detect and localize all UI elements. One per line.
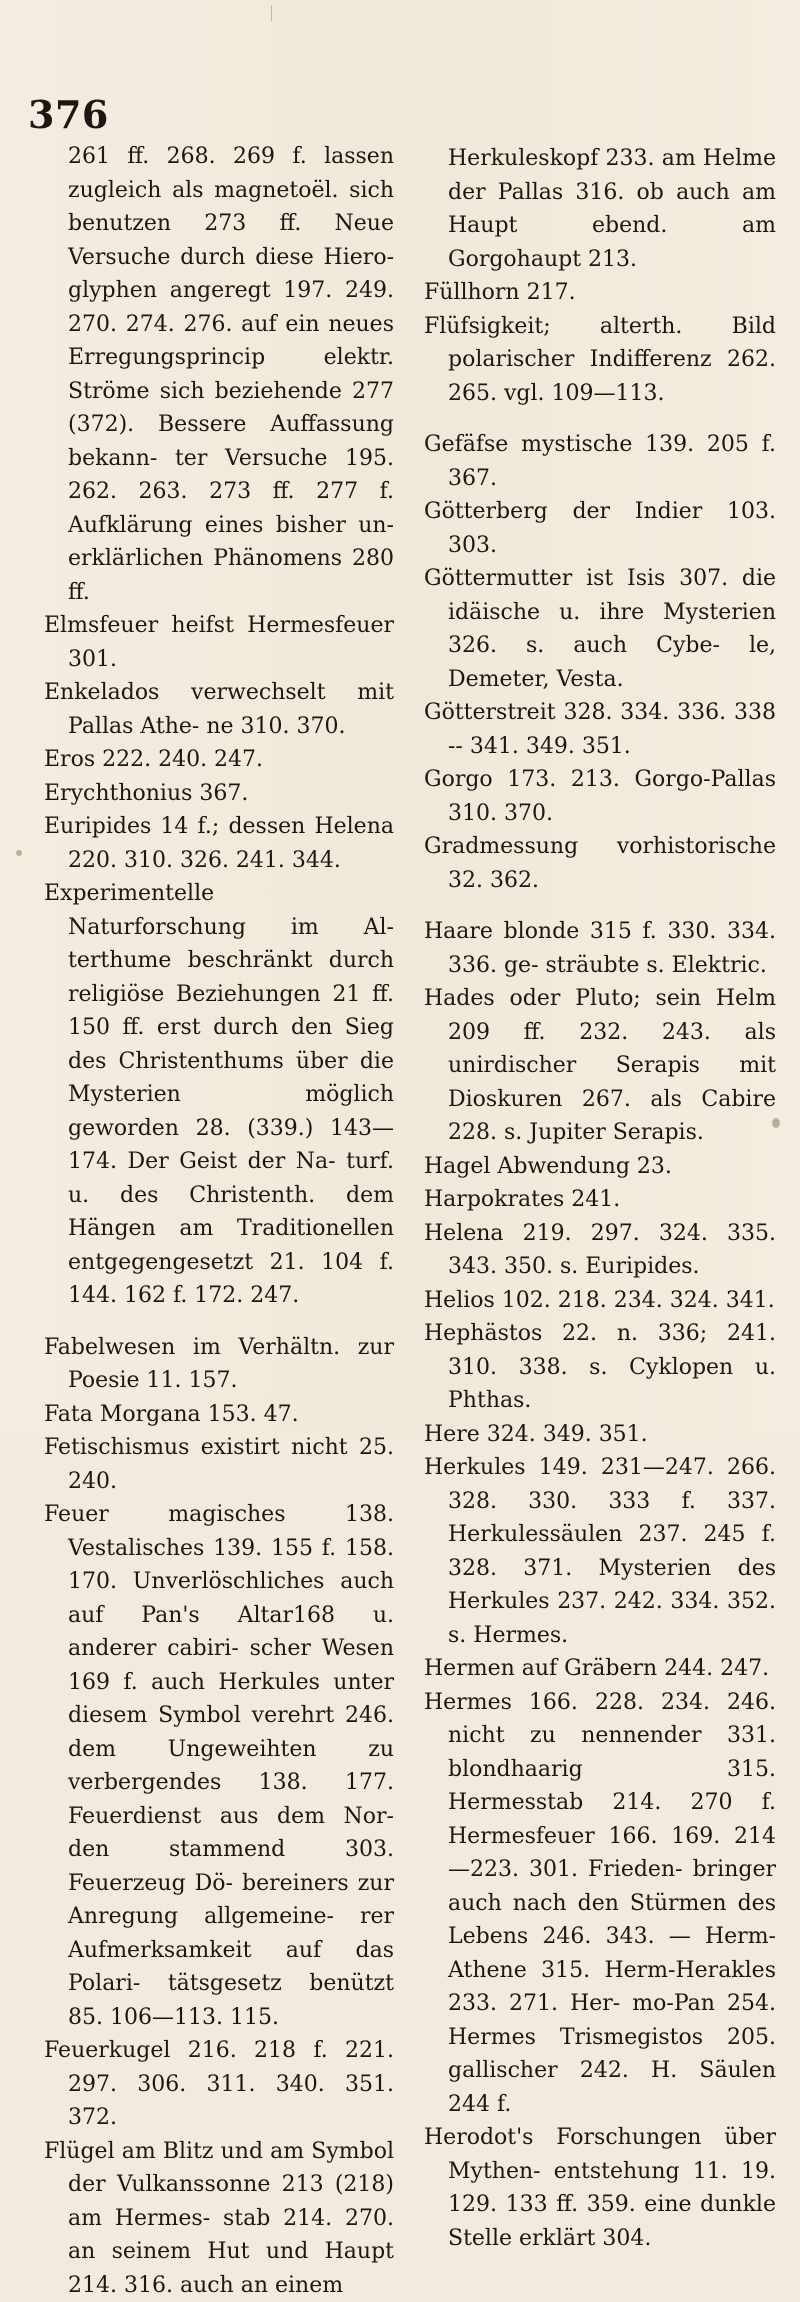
left-index-column xyxy=(44,140,394,2302)
index-entry: Erychthonius 367. xyxy=(44,777,394,811)
index-entry: Helios 102. 218. 234. 324. 341. xyxy=(424,1284,776,1318)
index-entry: Gorgo 173. 213. Gorgo-Pallas 310. 370. xyxy=(424,763,776,830)
index-entry: Hagel Abwendung 23. xyxy=(424,1150,776,1184)
index-entry: Götterstreit 328. 334. 336. 338 -- 341. 349. 351. xyxy=(424,696,776,763)
paper-smudge xyxy=(772,1118,780,1128)
index-entry: Hermes 166. 228. 234. 246. nicht zu nennender 331. blondhaarig 315. Hermesstab 214. 270 f. Hermesfeuer 166. 169. 214—223. 301. Frieden- bringer auch nach den Stürmen des Lebens 246. 343. — Herm-Athene 315. Herm-Herakles 233. 271. Her- mo-Pan 254. Hermes Trismegistos 205. gallischer 242. H. Säulen 244 f. xyxy=(424,1686,776,2122)
scan-mark xyxy=(271,5,272,21)
index-entry: Göttermutter ist Isis 307. die idäische u. ihre Mysterien 326. s. auch Cybe- le, Demeter, Vesta. xyxy=(424,562,776,696)
index-entry: Enkelados verwechselt mit Pallas Athe- ne 310. 370. xyxy=(44,676,394,743)
index-entry: Haare blonde 315 f. 330. 334. 336. ge- sträubte s. Elektric. xyxy=(424,915,776,982)
index-entry: Gradmessung vorhistorische 32. 362. xyxy=(424,830,776,897)
index-entry: Experimentelle Naturforschung im Al- terthume beschränkt durch religiöse Beziehungen 21 ff. 150 ff. erst durch den Sieg des Christenthums über die Mysterien möglich geworden 28. (339.) 143—174. Der Geist der Na- turf. u. des Christenth. dem Hängen am Traditionellen entgegengesetzt 21. 104 f. 144. 162 f. 172. 247. xyxy=(44,877,394,1313)
index-entry: Flügel am Blitz und am Symbol der Vulkanssonne 213 (218) am Hermes- stab 214. 270. an seinem Hut und Haupt 214. 316. auch an einem xyxy=(44,2135,394,2302)
index-entry: Hephästos 22. n. 336; 241. 310. 338. s. Cyklopen u. Phthas. xyxy=(424,1317,776,1418)
index-entry: Fetischismus existirt nicht 25. 240. xyxy=(44,1431,394,1498)
index-entry: Flüfsigkeit; alterth. Bild polarischer Indifferenz 262. 265. vgl. 109—113. xyxy=(424,310,776,411)
index-entry: Harpokrates 241. xyxy=(424,1183,776,1217)
index-entry: Gefäfse mystische 139. 205 f. 367. xyxy=(424,428,776,495)
index-entry: Feuerkugel 216. 218 f. 221. 297. 306. 311. 340. 351. 372. xyxy=(44,2034,394,2135)
index-entry: Hades oder Pluto; sein Helm 209 ff. 232. 243. als unirdischer Serapis mit Dioskuren 267. als Cabire 228. s. Jupiter Serapis. xyxy=(424,982,776,1150)
index-entry: Elmsfeuer heifst Hermesfeuer 301. xyxy=(44,609,394,676)
index-entry: Helena 219. 297. 324. 335. 343. 350. s. Euripides. xyxy=(424,1217,776,1284)
paper-smudge xyxy=(16,850,22,856)
index-entry: Here 324. 349. 351. xyxy=(424,1418,776,1452)
index-entry: Fata Morgana 153. 47. xyxy=(44,1398,394,1432)
index-entry-continuation: Herkuleskopf 233. am Helme der Pallas 316. ob auch am Haupt ebend. am Gorgohaupt 213. xyxy=(424,142,776,276)
index-entry: Feuer magisches 138. Vestalisches 139. 155 f. 158. 170. Unverlöschliches auch auf Pan's Altar168 u. anderer cabiri- scher Wesen 169 f. auch Herkules unter diesem Symbol verehrt 246. dem Ungeweihten zu verbergendes 138. 177. Feuerdienst aus dem Nor- den stammend 303. Feuerzeug Dö- bereiners zur Anregung allgemeine- rer Aufmerksamkeit auf das Polari- tätsgesetz benützt 85. 106—113. 115. xyxy=(44,1498,394,2034)
index-entry: Füllhorn 217. xyxy=(424,276,776,310)
index-entry: Euripides 14 f.; dessen Helena 220. 310. 326. 241. 344. xyxy=(44,810,394,877)
index-entry-continuation: 261 ff. 268. 269 f. lassen zugleich als magnetoël. sich benutzen 273 ff. Neue Versuche durch diese Hiero- glyphen angeregt 197. 249. 270. 274. 276. auf ein neues Erregungsprincip elektr. Ströme sich beziehende 277 (372). Bessere Auffassung bekann- ter Versuche 195. 262. 263. 273 ff. 277 f. Aufklärung eines bisher un- erklärlichen Phänomens 280 ff. xyxy=(44,140,394,609)
page-number: 376 xyxy=(28,96,109,134)
index-entry: Eros 222. 240. 247. xyxy=(44,743,394,777)
index-entry: Herodot's Forschungen über Mythen- entstehung 11. 19. 129. 133 ff. 359. eine dunkle Stelle erklärt 304. xyxy=(424,2121,776,2255)
index-entry: Herkules 149. 231—247. 266. 328. 330. 333 f. 337. Herkulessäulen 237. 245 f. 328. 371. Mysterien des Herkules 237. 242. 334. 352. s. Hermes. xyxy=(424,1451,776,1652)
index-entry: Fabelwesen im Verhältn. zur Poesie 11. 157. xyxy=(44,1331,394,1398)
right-index-column xyxy=(424,142,776,2255)
index-entry: Götterberg der Indier 103. 303. xyxy=(424,495,776,562)
index-entry: Hermen auf Gräbern 244. 247. xyxy=(424,1652,776,1686)
